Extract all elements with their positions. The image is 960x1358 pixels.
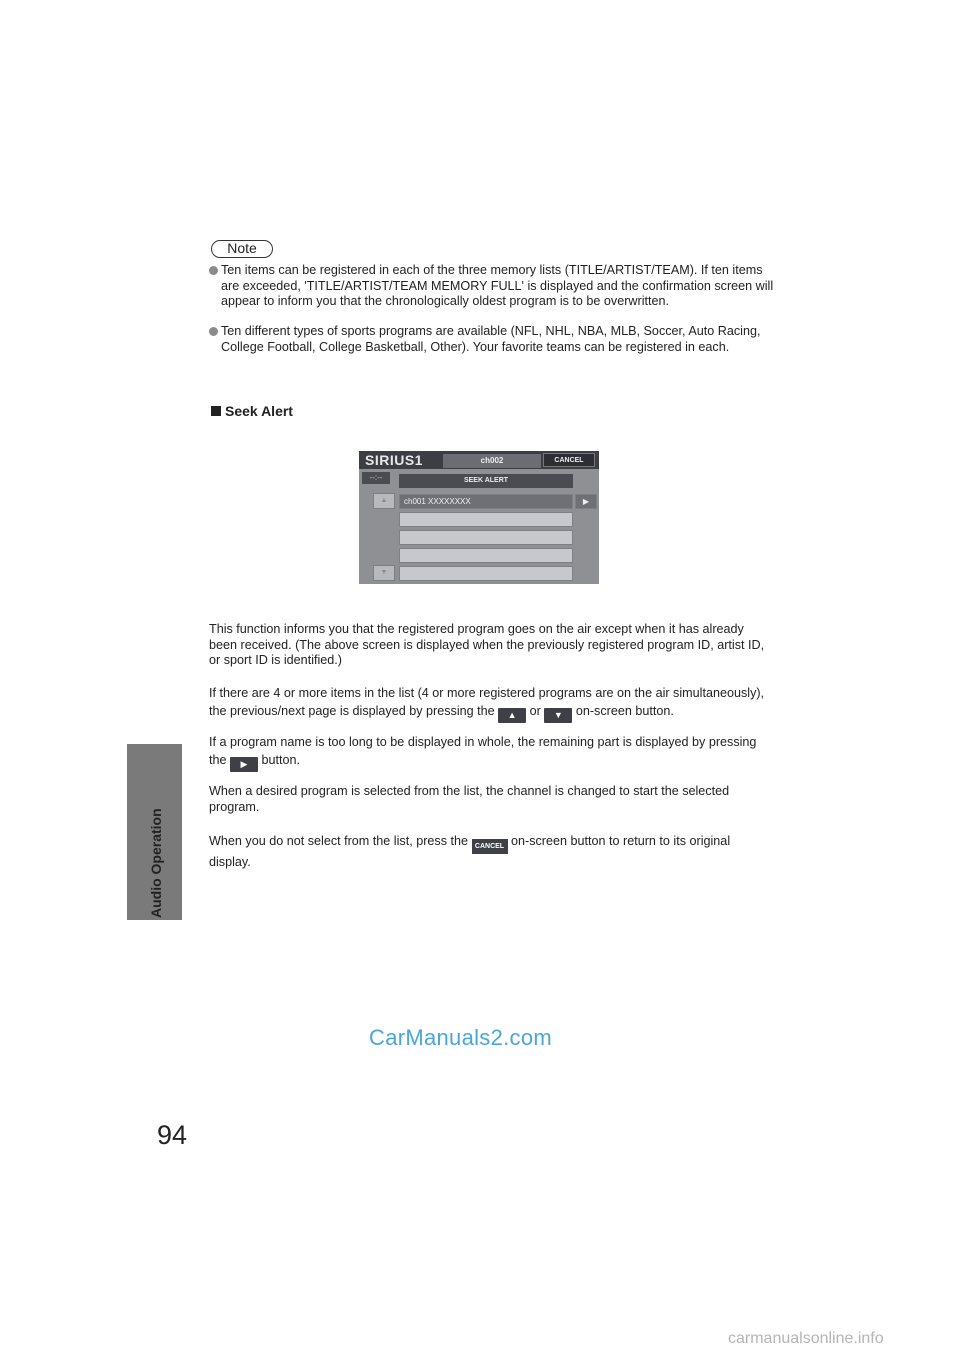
- seek-alert-screenshot: [359, 451, 599, 584]
- up-button-icon: ▲: [498, 708, 526, 723]
- watermark-footer: carmanualsonline.info: [728, 1330, 884, 1347]
- screen-clock: --:--: [362, 472, 390, 484]
- note-bullet-text: Ten items can be registered in each of the three memory lists (TITLE/ARTIST/TEAM). If ten items are exceeded, 'TITLE/ARTIST/TEAM MEMORY FULL' is displayed and the confirmation screen will appear to inform you that the chronologically oldest program is to be overwritten.: [221, 263, 774, 308]
- square-bullet-icon: [211, 406, 221, 416]
- screen-cancel-button[interactable]: CANCEL: [543, 453, 595, 467]
- chapter-tab-label: Audio Operation: [148, 808, 164, 918]
- note-bullet-2: [209, 324, 774, 355]
- page-up-icon[interactable]: ▲: [373, 493, 395, 509]
- list-item[interactable]: [399, 566, 573, 581]
- paragraph-3-text-b: button.: [261, 753, 301, 767]
- paragraph-4: When a desired program is selected from the list, the channel is changed to start the selected program.: [209, 784, 730, 814]
- scroll-right-icon[interactable]: ▶: [575, 494, 597, 509]
- paragraph-5: [209, 833, 774, 871]
- section-heading-text: Seek Alert: [225, 403, 293, 419]
- paragraph-2-text-a: If there are 4 or more items in the list (4 or more registered programs are on the air simultaneously), the previous/next page is displayed by pressing the: [209, 686, 765, 718]
- paragraph-5-text-a: When you do not select from the list, press the: [209, 834, 468, 848]
- paragraph-5-text-b: on-screen button to return to its original display.: [209, 834, 731, 869]
- paragraph-2-text-b: on-screen button.: [575, 704, 674, 718]
- right-button-icon: ▶: [230, 757, 258, 772]
- note-bullet-text: Ten different types of sports programs are available (NFL, NHL, NBA, MLB, Soccer, Auto Racing, College Football, College Basketball, Other). Your favorite teams can be registered in each.: [221, 324, 761, 354]
- watermark-center: CarManuals2.com: [369, 1025, 553, 1050]
- list-item[interactable]: [399, 530, 573, 545]
- page-down-icon[interactable]: ▼: [373, 565, 395, 581]
- screen-channel: ch002: [443, 454, 541, 468]
- list-item[interactable]: ch001 XXXXXXXX: [399, 494, 573, 509]
- paragraph-3-text-a: If a program name is too long to be displayed in whole, the remaining part is displayed by pressing the: [209, 735, 757, 767]
- paragraph-1: This function informs you that the registered program goes on the air except when it has already been received. (The above screen is displayed when the previously registered program ID, artist ID, or sport ID is identified.): [209, 622, 765, 667]
- down-button-icon: ▼: [544, 708, 572, 723]
- paragraph-2: [209, 684, 774, 723]
- section-heading: [211, 403, 293, 419]
- bullet-dot-icon: [209, 327, 218, 336]
- paragraph-3: [209, 733, 774, 772]
- list-item[interactable]: [399, 512, 573, 527]
- page-number: 94: [157, 1120, 188, 1150]
- paragraph-2-or: or: [529, 704, 541, 718]
- cancel-button-icon: CANCEL: [472, 839, 508, 854]
- bullet-dot-icon: [209, 266, 218, 275]
- note-badge: Note: [211, 240, 273, 258]
- screen-title: SEEK ALERT: [399, 474, 573, 488]
- list-item[interactable]: [399, 548, 573, 563]
- screen-brand: SIRIUS1: [365, 452, 423, 468]
- note-bullet-1: [209, 263, 774, 310]
